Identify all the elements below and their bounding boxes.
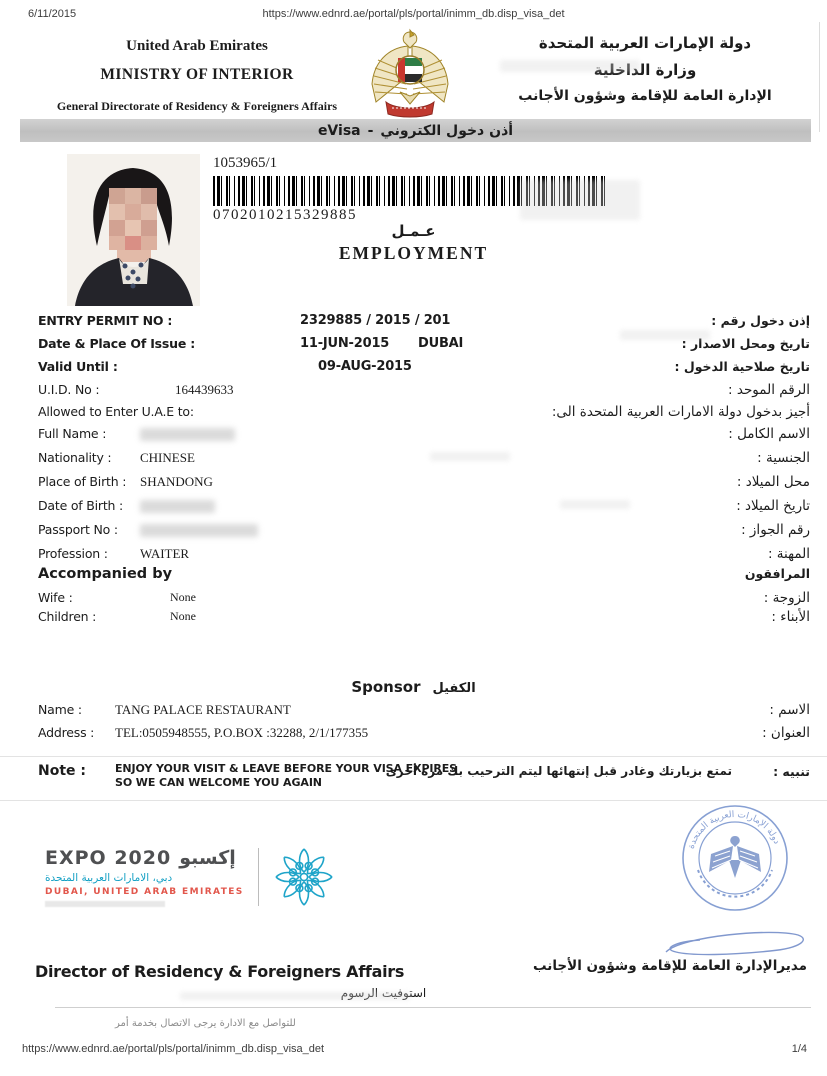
field-label-en: Wife : (38, 590, 73, 605)
ministry-name-ar: وزارة الداخلية (593, 61, 697, 79)
directorate-name-ar: الإدارة العامة للإقامة وشؤون الأجانب (518, 88, 772, 104)
field-label-ar: الأبناء : (771, 609, 810, 625)
note-text-en: ENJOY YOUR VISIT & LEAVE BEFORE YOUR VISA EXPIRES SO WE CAN WELCOME YOU AGAIN (115, 762, 458, 790)
field-row-profession (0, 546, 827, 568)
field-label-ar: الزوجة : (763, 590, 810, 606)
field-label-en: U.I.D. No : (38, 382, 100, 397)
country-name-en: United Arab Emirates (126, 38, 268, 54)
visa-category-ar: عـمـل (391, 222, 436, 240)
field-label-en: Valid Until : (38, 359, 118, 374)
expo-2020-logo (45, 846, 335, 908)
expo-tagline-ar: دبي، الامارات العربية المتحدة (45, 872, 173, 884)
uae-falcon-emblem-icon (362, 26, 458, 118)
field-row-full-name (0, 426, 827, 448)
field-row-uid-no (0, 382, 827, 404)
field-row-valid-until (0, 359, 827, 381)
print-date: 6/11/2015 (28, 8, 77, 20)
field-value: CHINESE (140, 450, 195, 465)
field-label-ar: أجيز بدخول دولة الامارات العربية المتحدة الى: (551, 404, 810, 420)
visa-file-number: 1053965/1 (213, 155, 278, 171)
letterhead-english (28, 38, 366, 114)
field-label-ar: الرقم الموحد : (728, 382, 810, 398)
redacted-value (140, 524, 258, 537)
redacted-value (140, 428, 235, 441)
field-value: 09-AUG-2015 (318, 359, 412, 374)
uae-circular-stamp-icon (676, 798, 794, 918)
page-indicator: 1/4 (791, 1043, 807, 1055)
accompanied-by-title-en: Accompanied by (38, 566, 173, 582)
note-label-en: Note : (38, 763, 86, 779)
field-row-allowed-to-enter (0, 404, 827, 426)
sponsor-title-ar: الكفيل (432, 681, 476, 696)
expo-faded-line (45, 901, 165, 907)
bleed-through-artifact (500, 60, 640, 72)
field-label-en: Place of Birth : (38, 474, 127, 489)
expo-wordmark-en: EXPO 2020 (45, 847, 172, 869)
fees-collected-text-ar: استوفيت الرسوم (340, 986, 427, 1000)
field-value: SHANDONG (140, 474, 213, 489)
expo-wordmark-ar: إكسبو (179, 847, 236, 869)
field-label-en: Address : (38, 725, 95, 740)
bleed-through-artifact (560, 500, 630, 509)
bleed-through-artifact (180, 992, 410, 1000)
print-url: https://www.ednrd.ae/portal/pls/portal/inimm_db.disp_visa_det (262, 8, 565, 20)
banner-title-en: eVisa (317, 122, 361, 139)
field-label-en: Name : (38, 702, 82, 717)
field-value: WAITER (140, 546, 190, 561)
field-row-place-of-birth (0, 474, 827, 496)
directorate-name-en: General Directorate of Residency & Foreigners Affairs (56, 99, 338, 113)
field-label-en: Date & Place Of Issue : (38, 336, 196, 351)
visa-category-en: EMPLOYMENT (338, 243, 489, 263)
field-label-ar: إذن دخول رقم : (711, 313, 810, 328)
field-row-children (0, 609, 827, 631)
note-label-ar: تنبيه : (773, 764, 810, 779)
field-label-ar: تاريخ الميلاد : (736, 498, 810, 514)
bleed-through-artifact (520, 180, 640, 220)
field-value: TANG PALACE RESTAURANT (115, 702, 291, 717)
field-label-ar: الاسم الكامل : (728, 426, 810, 442)
field-value: 164439633 (175, 382, 234, 397)
bleed-through-artifact (430, 452, 510, 461)
field-label-ar: تاريخ ومحل الاصدار : (681, 336, 810, 351)
field-value: None (170, 609, 196, 623)
banner-title-ar: أذن دخول الكتروني (380, 122, 514, 139)
bleed-through-artifact (620, 330, 710, 340)
field-value: 2329885 / 2015 / 201 (300, 313, 451, 328)
expo-logo-divider (258, 848, 259, 906)
expo-logo-text (45, 847, 244, 907)
field-label-ar: الجنسية : (757, 450, 810, 466)
banner-separator: - (367, 122, 374, 139)
field-value-place: DUBAI (418, 336, 464, 351)
field-row-passport-no (0, 522, 827, 544)
divider-line (0, 756, 827, 757)
footer-url: https://www.ednrd.ae/portal/pls/portal/inimm_db.disp_visa_det (22, 1043, 325, 1055)
contact-note-ar: للتواصل مع الادارة يرجى الاتصال بخدمة أمر (115, 1018, 296, 1029)
field-label-en: Allowed to Enter U.A.E to: (38, 404, 194, 419)
field-label-en: Passport No : (38, 522, 118, 537)
field-label-ar: العنوان : (762, 725, 810, 741)
sponsor-title-en: Sponsor (351, 678, 421, 696)
ministry-name-en: MINISTRY OF INTERIOR (100, 66, 294, 83)
evisa-title-banner (20, 119, 811, 142)
accompanied-by-title-ar: المرافقون (744, 566, 810, 581)
field-label-ar: المهنة : (767, 546, 810, 562)
field-label-en: Nationality : (38, 450, 112, 465)
field-label-en: Children : (38, 609, 97, 624)
field-label-en: Profession : (38, 546, 108, 561)
director-title-ar: مديرالإدارة العامة للإقامة وشؤون الأجانب (533, 958, 807, 974)
field-row-sponsor-address (0, 725, 827, 747)
field-label-en: Full Name : (38, 426, 107, 441)
field-label-ar: محل الميلاد : (736, 474, 810, 490)
barcode-number: 0702010215329885 (213, 207, 357, 223)
sponsor-section-title (0, 678, 827, 696)
field-label-en: Date of Birth : (38, 498, 124, 513)
field-label-ar: الاسم : (769, 702, 810, 718)
scan-edge-artifact (819, 22, 820, 132)
field-label-ar: رقم الجواز : (741, 522, 810, 538)
field-value: None (170, 590, 196, 604)
expo-tagline-en: DUBAI, UNITED ARAB EMIRATES (45, 887, 244, 897)
field-label-en: ENTRY PERMIT NO : (38, 313, 173, 328)
note-text-ar: تمتع بزيارتك وغادر قبل إنتهائها ليتم الترحيب بك مرة أخرى (385, 764, 732, 778)
field-value: 11-JUN-2015 (300, 336, 390, 351)
field-row-sponsor-name (0, 702, 827, 724)
redacted-value (140, 500, 215, 513)
director-title-en: Director of Residency & Foreigners Affairs (35, 962, 405, 981)
country-name-ar: دولة الإمارات العربية المتحدة (538, 34, 752, 52)
bottom-divider-line (55, 1007, 811, 1008)
field-label-ar: تاريخ صلاحية الدخول : (674, 359, 810, 374)
stamp-arc-text: دولة الإمارات العربية المتحدة (686, 809, 782, 851)
field-value: TEL:0505948555, P.O.BOX :32288, 2/1/177355 (115, 725, 369, 740)
expo-mandala-flower-icon (273, 846, 335, 908)
field-row-nationality (0, 450, 827, 472)
field-row-date-of-birth (0, 498, 827, 520)
